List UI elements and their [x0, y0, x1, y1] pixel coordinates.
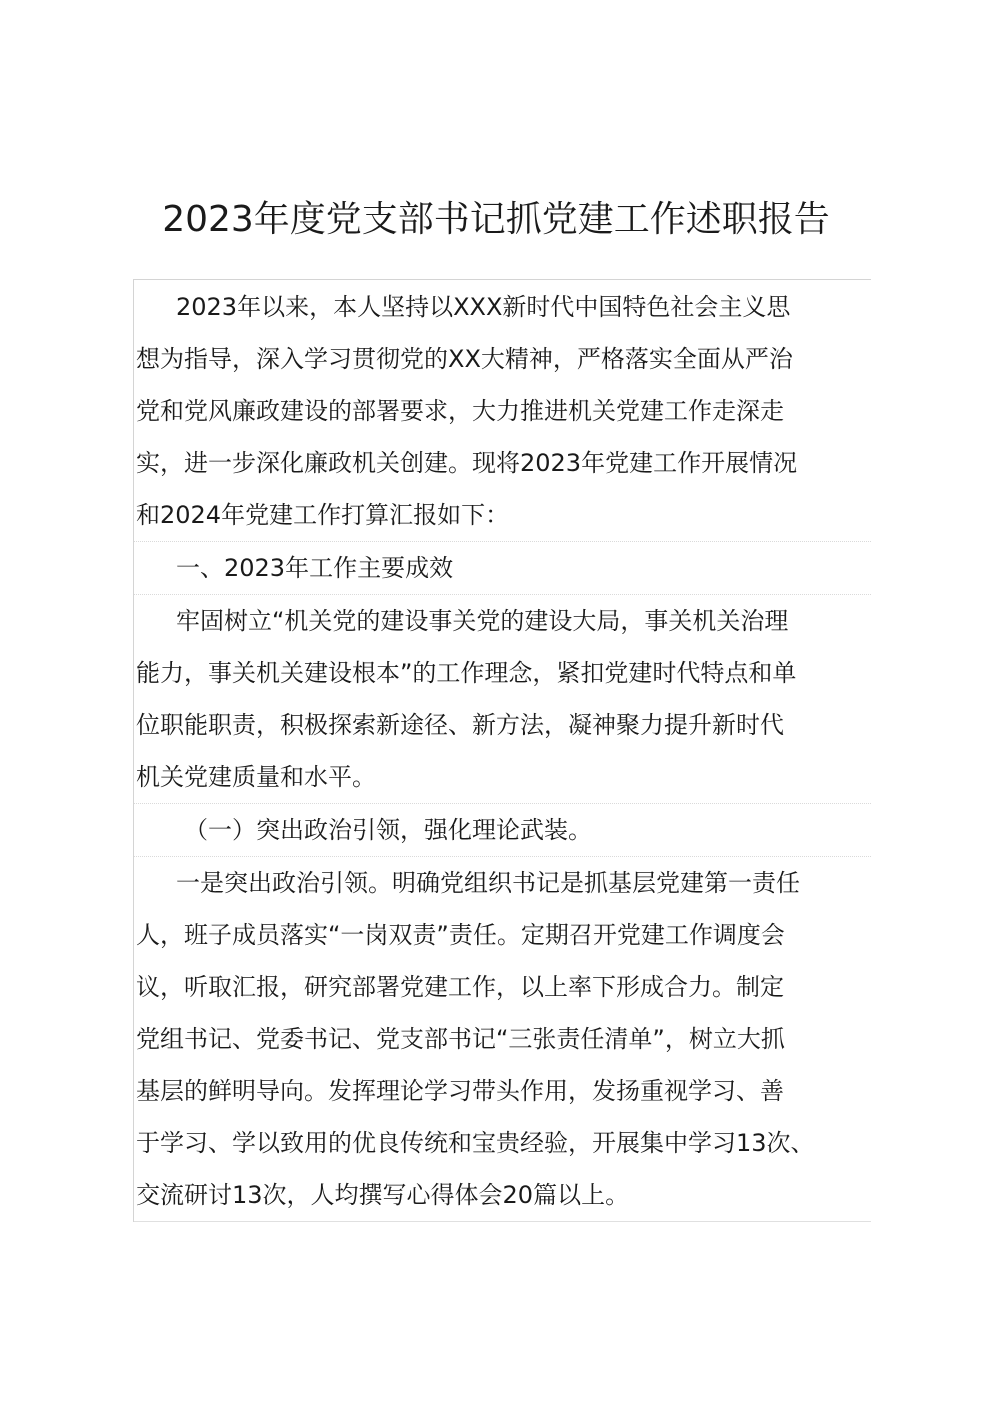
paragraph-political-guidance [134, 857, 871, 1222]
paragraph-line: 人，班子成员落实“一岗双责”责任。定期召开党建工作调度会 [136, 921, 785, 949]
heading-line: （一）突出政治引领，强化理论武装。 [184, 816, 592, 844]
paragraph-line: 基层的鲜明导向。发挥理论学习带头作用，发扬重视学习、善 [136, 1077, 784, 1105]
paragraph-line: 交流研讨13次，人均撰写心得体会20篇以上。 [136, 1181, 630, 1209]
subsection-heading-1 [134, 804, 871, 857]
paragraph-line: 牢固树立“机关党的建设事关党的建设大局，事关机关治理 [176, 607, 789, 635]
paragraph-line: 于学习、学以致用的优良传统和宝贵经验，开展集中学习13次、 [136, 1129, 815, 1157]
paragraph-line: 2023年以来，本人坚持以XXX新时代中国特色社会主义思 [176, 293, 791, 321]
paragraph-line: 党和党风廉政建设的部署要求，大力推进机关党建工作走深走 [136, 397, 784, 425]
paragraph-line: 议，听取汇报，研究部署党建工作，以上率下形成合力。制定 [136, 973, 784, 1001]
paragraph-line: 想为指导，深入学习贯彻党的XX大精神，严格落实全面从严治 [136, 345, 793, 373]
paragraph-line: 位职能职责，积极探索新途径、新方法，凝神聚力提升新时代 [136, 711, 784, 739]
paragraph-section-1-intro [134, 595, 871, 804]
paragraph-line: 和2024年党建工作打算汇报如下： [136, 501, 510, 529]
paragraph-line: 党组书记、党委书记、党支部书记“三张责任清单”，树立大抓 [136, 1025, 785, 1053]
paragraph-line: 机关党建质量和水平。 [136, 763, 376, 791]
section-heading-1 [134, 542, 871, 595]
document-title: 2023年度党支部书记抓党建工作述职报告 [162, 199, 830, 241]
paragraph-intro [134, 280, 871, 542]
paragraph-line: 实，进一步深化廉政机关创建。现将2023年党建工作开展情况 [136, 449, 798, 477]
paragraph-line: 能力，事关机关建设根本”的工作理念，紧扣党建时代特点和单 [136, 659, 797, 687]
document-body [133, 279, 871, 1222]
heading-line: 一、2023年工作主要成效 [176, 554, 454, 582]
paragraph-line: 一是突出政治引领。明确党组织书记是抓基层党建第一责任 [176, 869, 800, 897]
